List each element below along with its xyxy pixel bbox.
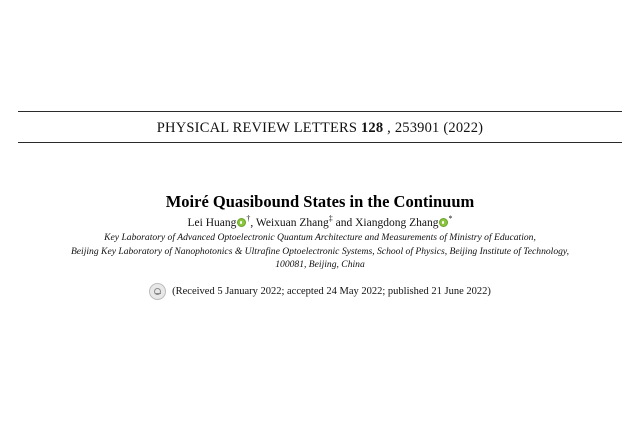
- author-separator: and: [332, 216, 356, 229]
- orcid-icon[interactable]: [237, 218, 246, 227]
- publication-dates-text: (Received 5 January 2022; accepted 24 May 2022; published 21 June 2022): [172, 285, 491, 297]
- header-rule-top: [18, 111, 622, 112]
- journal-volume: 128: [360, 120, 384, 136]
- journal-header: PHYSICAL REVIEW LETTERS 128 , 253901 (2022): [156, 120, 484, 136]
- header-rule-bottom: [18, 142, 622, 143]
- affiliation-line: Key Laboratory of Advanced Optoelectronic Quantum Architecture and Measurements of Ministry of Education,: [104, 232, 536, 243]
- page-title: Moiré Quasibound States in the Continuum: [165, 192, 475, 212]
- author-footnote-marker: ‡: [328, 214, 333, 223]
- crossmark-icon[interactable]: [149, 283, 166, 300]
- author-list: [0, 214, 640, 229]
- author-footnote-marker: †: [246, 214, 251, 223]
- author-name: Xiangdong Zhang: [355, 216, 439, 229]
- author-footnote-marker: *: [448, 214, 453, 223]
- author-separator: ,: [250, 216, 256, 229]
- journal-name: PHYSICAL REVIEW LETTERS: [156, 120, 358, 136]
- author-name: Lei Huang: [187, 216, 237, 229]
- affiliation-line: 100081, Beijing, China: [275, 259, 365, 271]
- journal-article-number: 253901: [394, 120, 440, 136]
- affiliation-line: Beijing Key Laboratory of Nanophotonics & Ultrafine Optoelectronic Systems, School of Physics, Beijing Institute of Technology,: [70, 245, 570, 257]
- orcid-icon[interactable]: [439, 218, 448, 227]
- affiliation-block: [0, 231, 640, 272]
- author-name: Weixuan Zhang: [255, 216, 329, 229]
- journal-year: (2022): [443, 120, 484, 136]
- publication-dates: [0, 283, 640, 300]
